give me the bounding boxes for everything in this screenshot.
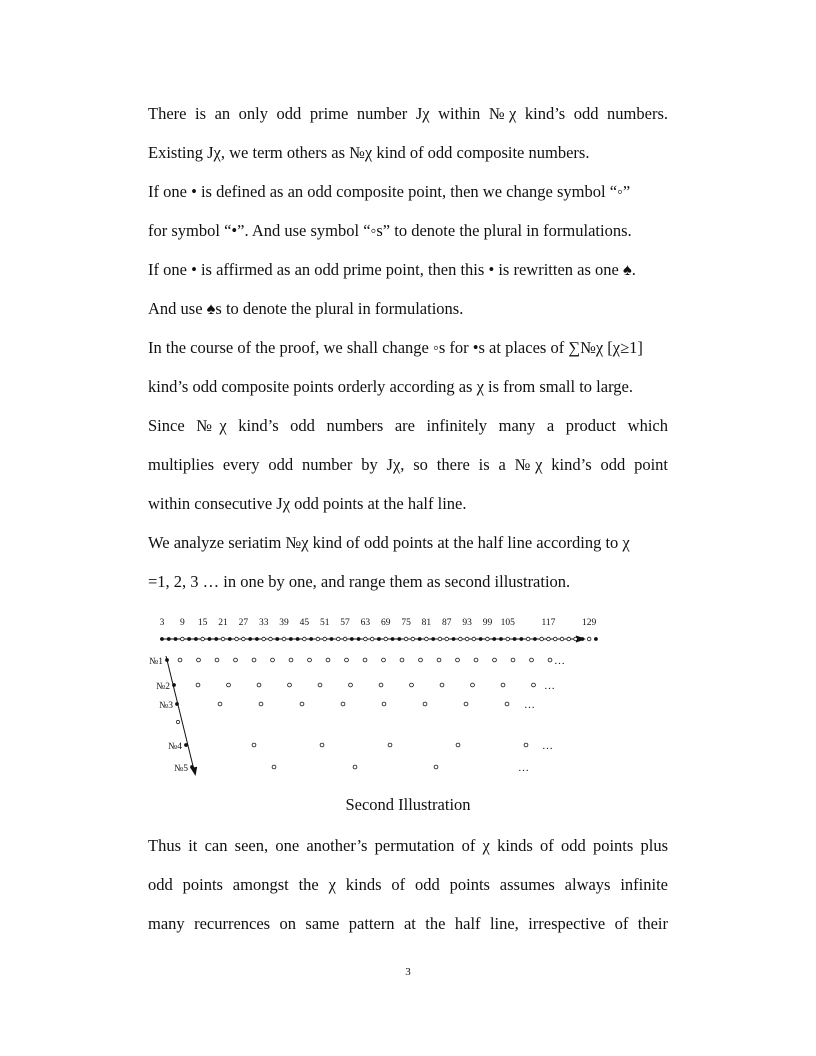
descending-line	[166, 656, 194, 770]
axis-point	[445, 637, 449, 641]
text-line: kind’s odd composite points orderly according as χ is from small to large.	[148, 377, 633, 396]
row-composite-point	[464, 702, 468, 706]
row-composite-point	[215, 658, 219, 662]
axis-point	[242, 637, 246, 641]
axis-point	[404, 637, 408, 641]
axis-point	[282, 637, 286, 641]
axis-tick-label: 39	[279, 618, 289, 628]
axis-tick-label: 33	[258, 618, 269, 628]
axis-point	[228, 637, 232, 641]
axis-point	[411, 637, 415, 641]
row-ellipsis: …	[554, 655, 565, 667]
axis-point	[506, 637, 510, 641]
axis-tick-label: 3	[159, 618, 165, 628]
row-composite-point	[218, 702, 222, 706]
axis-point	[370, 637, 374, 641]
row-label: №1	[149, 657, 163, 667]
row-composite-point	[234, 658, 238, 662]
row-composite-point	[505, 702, 509, 706]
row-composite-point	[178, 658, 182, 662]
second-illustration-figure	[140, 612, 600, 782]
row-composite-point	[252, 743, 256, 747]
text-line: many recurrences on same pattern at the half line, irrespective of their	[148, 914, 668, 933]
axis-point	[201, 637, 205, 641]
text-line: multiplies every odd number by Jχ, so there is a №χ kind’s odd point	[148, 455, 668, 474]
row-composite-point	[511, 658, 515, 662]
row-composite-point	[434, 765, 438, 769]
axis-point	[580, 637, 584, 641]
axis-point	[594, 637, 598, 641]
row-composite-point	[326, 658, 330, 662]
text-line: odd points amongst the χ kinds of odd points assumes always infinite	[148, 875, 668, 894]
row-composite-point	[341, 702, 345, 706]
text-line: for symbol “•”. And use symbol “◦s” to denote the plural in formulations.	[148, 221, 632, 240]
row-composite-point	[196, 683, 200, 687]
axis-point	[187, 637, 191, 641]
row-ellipsis: …	[544, 680, 555, 692]
axis-point	[364, 637, 368, 641]
axis-point	[309, 637, 313, 641]
row-composite-point	[456, 658, 460, 662]
row-composite-point	[419, 658, 423, 662]
axis-tick-label: 87	[442, 618, 452, 628]
row-composite-point	[471, 683, 475, 687]
row-composite-point	[493, 658, 497, 662]
axis-point	[567, 637, 571, 641]
axis-point	[221, 637, 225, 641]
row-composite-point	[272, 765, 276, 769]
text-line: There is an only odd prime number Jχ within №χ kind’s odd numbers.	[148, 104, 668, 123]
axis-point	[289, 637, 293, 641]
row-ellipsis: …	[542, 740, 553, 752]
row-label: №5	[174, 764, 188, 774]
axis-tick-label: 21	[218, 618, 228, 628]
text-line: Existing Jχ, we term others as №χ kind of odd composite numbers.	[148, 143, 590, 162]
row-label: №3	[159, 701, 173, 711]
row-composite-point	[530, 658, 534, 662]
axis-tick-label: 93	[462, 618, 472, 628]
text-line: We analyze seriatim №χ kind of odd points at the half line according to χ	[148, 533, 630, 552]
row-composite-point	[532, 683, 536, 687]
axis-tick-label: 99	[482, 618, 493, 628]
axis-tick-label: 51	[319, 618, 330, 628]
body-text-top	[148, 94, 668, 601]
axis-point	[519, 637, 523, 641]
axis-point	[235, 637, 239, 641]
axis-point	[323, 637, 327, 641]
axis-point	[316, 637, 320, 641]
row-composite-point	[318, 683, 322, 687]
axis-point	[492, 637, 496, 641]
axis-tick-label: 129	[582, 618, 597, 628]
axis-point	[255, 637, 259, 641]
row-composite-point	[259, 702, 263, 706]
axis-point	[533, 637, 537, 641]
axis-tick-label: 69	[380, 618, 391, 628]
text-line: If one • is affirmed as an odd prime point, then this • is rewritten as one ♠.	[148, 260, 636, 279]
row-composite-point	[524, 743, 528, 747]
axis-point	[336, 637, 340, 641]
axis-point	[472, 637, 476, 641]
axis-point	[540, 637, 544, 641]
row-composite-point	[388, 743, 392, 747]
axis-point	[526, 637, 530, 641]
axis-point	[431, 637, 435, 641]
page-number: 3	[405, 966, 411, 978]
axis-point	[214, 637, 218, 641]
row-composite-point	[456, 743, 460, 747]
axis-point	[269, 637, 273, 641]
row-composite-point	[345, 658, 349, 662]
descending-arrow-icon	[191, 767, 198, 776]
axis-point	[343, 637, 347, 641]
row-label: №2	[156, 682, 170, 692]
axis-point	[181, 637, 185, 641]
axis-point	[479, 637, 483, 641]
row-composite-point	[382, 658, 386, 662]
axis-tick-label: 63	[360, 618, 371, 628]
axis-point	[248, 637, 252, 641]
axis-point	[384, 637, 388, 641]
axis-point	[574, 637, 578, 641]
text-line: In the course of the proof, we shall change ◦s for •s at places of ∑№χ [χ≥1]	[148, 338, 643, 357]
axis-tick-label: 57	[340, 618, 350, 628]
axis-tick-label: 117	[541, 618, 556, 628]
axis-tick-label: 81	[421, 618, 432, 628]
row-composite-point	[320, 743, 324, 747]
axis-point	[459, 637, 463, 641]
figure-caption: Second Illustration	[345, 795, 471, 814]
axis-point	[486, 637, 490, 641]
axis-point	[275, 637, 279, 641]
row-composite-point	[382, 702, 386, 706]
axis-point	[350, 637, 354, 641]
text-line: Since №χ kind’s odd numbers are infinitely many a product which	[148, 416, 668, 435]
axis-point	[330, 637, 334, 641]
row-composite-point	[288, 683, 292, 687]
row-composite-point	[300, 702, 304, 706]
axis-point	[547, 637, 551, 641]
row-composite-point	[308, 658, 312, 662]
text-line: within consecutive Jχ odd points at the half line.	[148, 494, 467, 513]
axis-point	[208, 637, 212, 641]
row-composite-point	[349, 683, 353, 687]
row-composite-point	[271, 658, 275, 662]
axis-point	[262, 637, 266, 641]
axis-point	[438, 637, 442, 641]
row-composite-point	[423, 702, 427, 706]
axis-point	[452, 637, 456, 641]
row-composite-point	[379, 683, 383, 687]
row-composite-point	[400, 658, 404, 662]
axis-tick-label: 9	[179, 618, 185, 628]
axis-point	[418, 637, 422, 641]
axis-point	[513, 637, 517, 641]
row-ellipsis: …	[524, 699, 535, 711]
row-composite-point	[197, 658, 201, 662]
axis-point	[194, 637, 198, 641]
axis-point	[587, 637, 591, 641]
row-label: №4	[168, 742, 182, 752]
axis-point	[357, 637, 361, 641]
axis-point	[499, 637, 503, 641]
text-line: And use ♠s to denote the plural in formulations.	[148, 299, 464, 318]
row-composite-point	[501, 683, 505, 687]
axis-tick-label: 15	[197, 618, 208, 628]
row-composite-point	[289, 658, 293, 662]
axis-tick-label: 105	[500, 618, 515, 628]
text-line: Thus it can seen, one another’s permutation of χ kinds of odd points plus	[148, 836, 668, 855]
row-ellipsis: …	[518, 762, 529, 774]
axis-point	[560, 637, 564, 641]
axis-point	[174, 637, 178, 641]
text-line: =1, 2, 3 … in one by one, and range them as second illustration.	[148, 572, 571, 591]
axis-tick-label: 27	[238, 618, 249, 628]
axis-point	[425, 637, 429, 641]
axis-point	[553, 637, 557, 641]
axis-point	[296, 637, 300, 641]
text-line: If one • is defined as an odd composite point, then we change symbol “◦”	[148, 182, 631, 201]
body-text-bottom	[148, 826, 668, 943]
row-composite-point	[227, 683, 231, 687]
row-composite-point	[363, 658, 367, 662]
axis-point	[377, 637, 381, 641]
axis-point	[167, 637, 171, 641]
axis-point	[303, 637, 307, 641]
axis-point	[397, 637, 401, 641]
axis-point	[160, 637, 164, 641]
row-composite-point	[437, 658, 441, 662]
row-composite-point	[353, 765, 357, 769]
row-composite-point	[410, 683, 414, 687]
row-composite-point	[440, 683, 444, 687]
axis-tick-label: 45	[299, 618, 310, 628]
row-composite-point	[257, 683, 261, 687]
axis-point	[391, 637, 395, 641]
row-composite-point	[548, 658, 552, 662]
row-composite-point	[474, 658, 478, 662]
line-point	[176, 720, 179, 723]
row-composite-point	[252, 658, 256, 662]
axis-tick-label: 75	[401, 618, 411, 628]
axis-point	[465, 637, 469, 641]
